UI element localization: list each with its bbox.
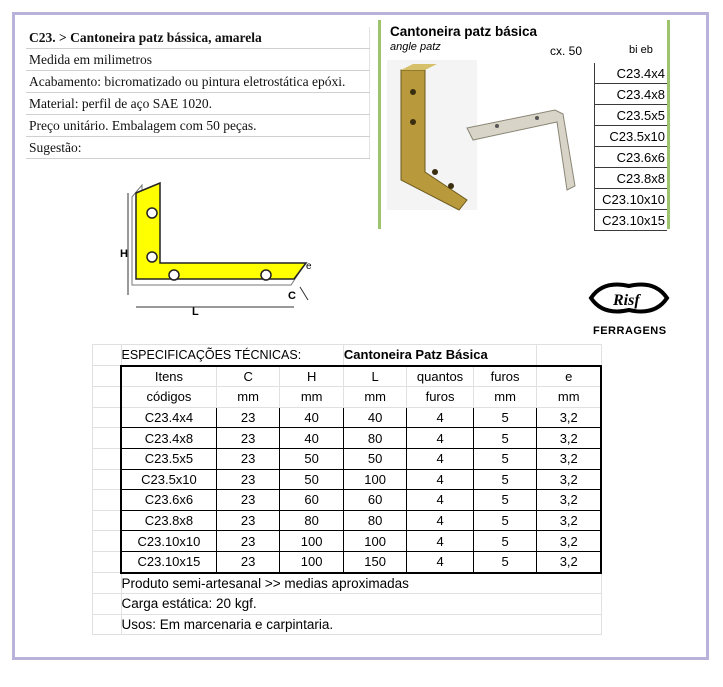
panel-code: C23.8x8 bbox=[595, 168, 668, 189]
value-cell: 5 bbox=[473, 407, 537, 428]
unit-cell: mm bbox=[280, 387, 344, 408]
value-cell: 5 bbox=[473, 551, 537, 572]
value-cell: 80 bbox=[280, 510, 344, 531]
table-row bbox=[93, 407, 602, 428]
table-row bbox=[93, 428, 602, 449]
value-cell: 4 bbox=[407, 490, 473, 511]
value-cell: 23 bbox=[216, 490, 280, 511]
header-cell: quantos bbox=[407, 366, 473, 387]
value-cell: 23 bbox=[216, 531, 280, 552]
panel-code: C23.10x10 bbox=[595, 189, 668, 210]
unit-cell: códigos bbox=[121, 387, 216, 408]
value-cell: 5 bbox=[473, 531, 537, 552]
header-cell: L bbox=[343, 366, 407, 387]
note-load: Carga estática: 20 kgf. bbox=[121, 594, 601, 615]
panel-code-list bbox=[594, 63, 667, 231]
product-photo bbox=[387, 60, 587, 220]
label-c: C bbox=[288, 290, 296, 302]
info-finish: Acabamento: bicromatizado ou pintura eletrostática epóxi. bbox=[26, 71, 370, 93]
value-cell: 23 bbox=[216, 510, 280, 531]
value-cell: 80 bbox=[343, 428, 407, 449]
unit-cell: mm bbox=[216, 387, 280, 408]
table-row bbox=[93, 510, 602, 531]
unit-cell: mm bbox=[473, 387, 537, 408]
value-cell: 100 bbox=[280, 551, 344, 572]
table-row bbox=[93, 490, 602, 511]
panel-code: C23.4x8 bbox=[595, 84, 668, 105]
code-cell: C23.4x8 bbox=[121, 428, 216, 449]
value-cell: 3,2 bbox=[537, 531, 601, 552]
spec-section bbox=[92, 344, 602, 635]
panel-code: C23.4x4 bbox=[595, 63, 668, 84]
unit-cell: mm bbox=[343, 387, 407, 408]
value-cell: 4 bbox=[407, 407, 473, 428]
unit-cell: mm bbox=[537, 387, 601, 408]
label-h: H bbox=[120, 248, 128, 260]
product-info-table bbox=[26, 27, 370, 159]
note-uses: Usos: Em marcenaria e carpintaria. bbox=[121, 614, 601, 635]
value-cell: 23 bbox=[216, 428, 280, 449]
header-cell: C bbox=[216, 366, 280, 387]
panel-code: C23.6x6 bbox=[595, 147, 668, 168]
value-cell: 23 bbox=[216, 551, 280, 572]
logo-name: FERRAGENS bbox=[593, 325, 667, 337]
label-l: L bbox=[192, 306, 199, 318]
value-cell: 4 bbox=[407, 551, 473, 572]
label-e: e bbox=[306, 261, 312, 272]
table-row bbox=[93, 551, 602, 572]
code-cell: C23.5x5 bbox=[121, 448, 216, 469]
panel-title: Cantoneira patz básica bbox=[390, 24, 538, 39]
value-cell: 5 bbox=[473, 448, 537, 469]
panel-subtitle: angle patz bbox=[390, 41, 441, 53]
value-cell: 50 bbox=[280, 469, 344, 490]
value-cell: 100 bbox=[343, 469, 407, 490]
value-cell: 150 bbox=[343, 551, 407, 572]
value-cell: 23 bbox=[216, 469, 280, 490]
value-cell: 3,2 bbox=[537, 428, 601, 449]
value-cell: 3,2 bbox=[537, 551, 601, 572]
note-production: Produto semi-artesanal >> medias aproximadas bbox=[121, 573, 601, 594]
value-cell: 60 bbox=[280, 490, 344, 511]
product-heading: C23. > Cantoneira patz bássica, amarela bbox=[26, 27, 370, 49]
value-cell: 50 bbox=[343, 448, 407, 469]
info-suggestion: Sugestão: bbox=[26, 137, 370, 159]
value-cell: 40 bbox=[280, 407, 344, 428]
spec-label: ESPECIFICAÇÕES TÉCNICAS: bbox=[121, 345, 343, 366]
code-cell: C23.10x15 bbox=[121, 551, 216, 572]
value-cell: 3,2 bbox=[537, 407, 601, 428]
value-cell: 5 bbox=[473, 469, 537, 490]
panel-code: C23.5x5 bbox=[595, 105, 668, 126]
angle-bracket-diagram bbox=[108, 175, 328, 325]
header-cell: furos bbox=[473, 366, 537, 387]
table-row bbox=[93, 469, 602, 490]
value-cell: 23 bbox=[216, 448, 280, 469]
value-cell: 3,2 bbox=[537, 448, 601, 469]
info-material: Material: perfil de aço SAE 1020. bbox=[26, 93, 370, 115]
value-cell: 23 bbox=[216, 407, 280, 428]
value-cell: 4 bbox=[407, 469, 473, 490]
panel-code: C23.5x10 bbox=[595, 126, 668, 147]
value-cell: 5 bbox=[473, 490, 537, 511]
logo-script: Risf bbox=[613, 292, 640, 309]
code-cell: C23.4x4 bbox=[121, 407, 216, 428]
value-cell: 3,2 bbox=[537, 469, 601, 490]
value-cell: 3,2 bbox=[537, 490, 601, 511]
panel-finish: bi eb bbox=[629, 44, 653, 56]
value-cell: 80 bbox=[343, 510, 407, 531]
spec-table bbox=[92, 344, 602, 635]
panel-pack: cx. 50 bbox=[550, 44, 583, 58]
table-row bbox=[93, 448, 602, 469]
code-cell: C23.5x10 bbox=[121, 469, 216, 490]
value-cell: 4 bbox=[407, 531, 473, 552]
code-cell: C23.8x8 bbox=[121, 510, 216, 531]
value-cell: 4 bbox=[407, 510, 473, 531]
info-units: Medida em milimetros bbox=[26, 49, 370, 71]
code-cell: C23.6x6 bbox=[121, 490, 216, 511]
product-panel bbox=[378, 20, 670, 229]
value-cell: 40 bbox=[343, 407, 407, 428]
info-price: Preço unitário. Embalagem com 50 peças. bbox=[26, 115, 370, 137]
value-cell: 50 bbox=[280, 448, 344, 469]
header-cell: Itens bbox=[121, 366, 216, 387]
code-cell: C23.10x10 bbox=[121, 531, 216, 552]
panel-code: C23.10x15 bbox=[595, 210, 668, 231]
value-cell: 40 bbox=[280, 428, 344, 449]
value-cell: 100 bbox=[280, 531, 344, 552]
value-cell: 100 bbox=[343, 531, 407, 552]
value-cell: 5 bbox=[473, 428, 537, 449]
value-cell: 4 bbox=[407, 428, 473, 449]
value-cell: 60 bbox=[343, 490, 407, 511]
unit-cell: furos bbox=[407, 387, 473, 408]
value-cell: 5 bbox=[473, 510, 537, 531]
header-cell: e bbox=[537, 366, 601, 387]
spec-title: Cantoneira Patz Básica bbox=[343, 345, 537, 366]
value-cell: 4 bbox=[407, 448, 473, 469]
value-cell: 3,2 bbox=[537, 510, 601, 531]
header-cell: H bbox=[280, 366, 344, 387]
table-row bbox=[93, 531, 602, 552]
